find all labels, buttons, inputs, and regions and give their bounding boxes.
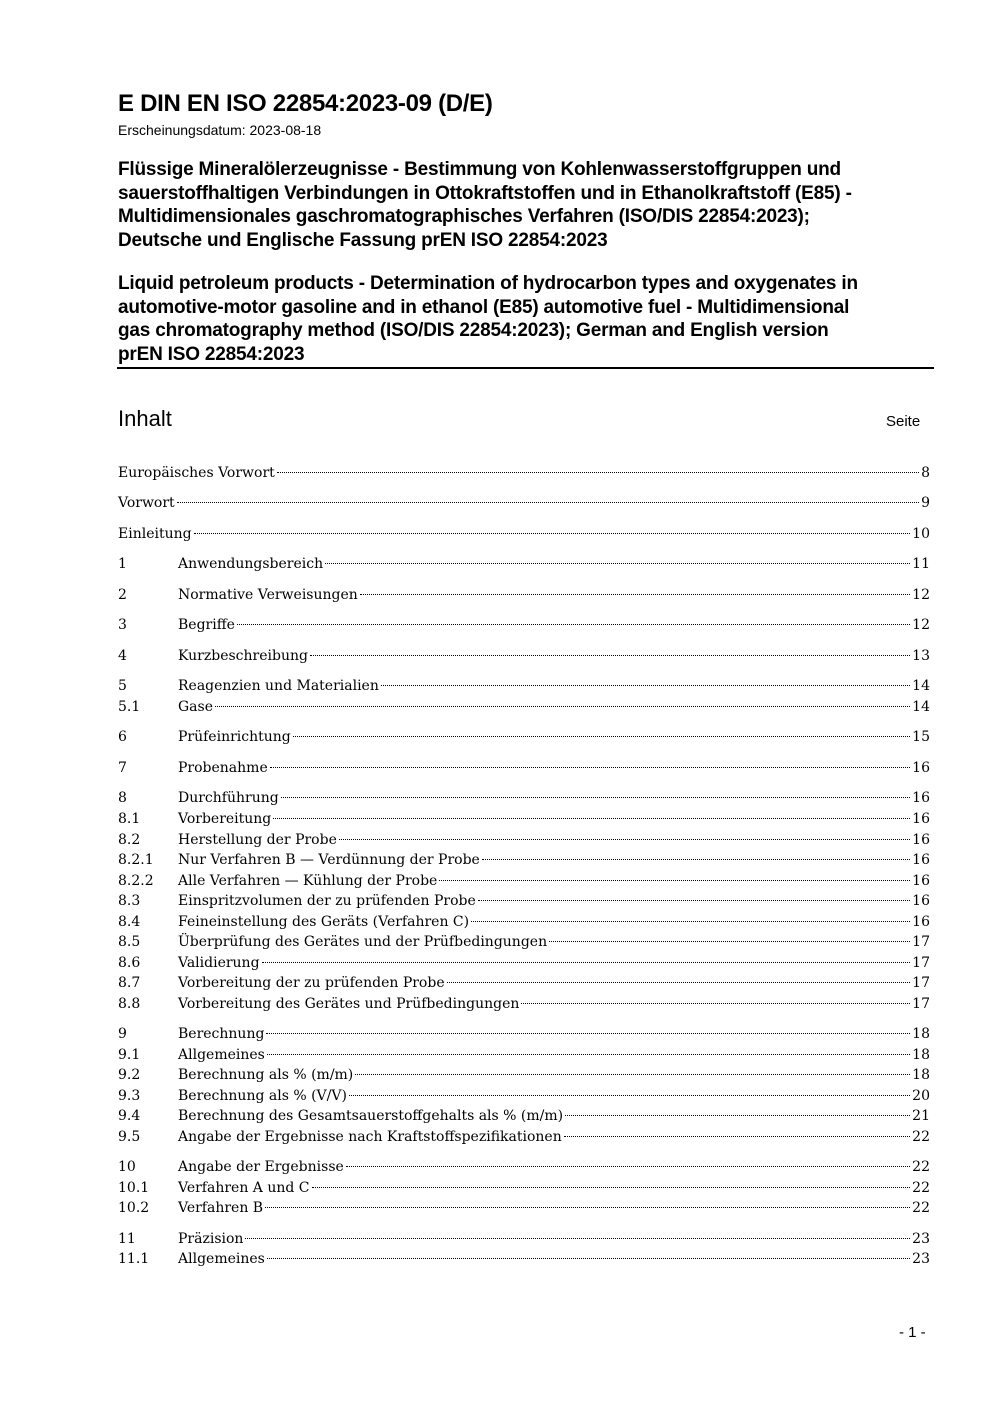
title-english-line: automotive-motor gasoline and in ethanol (E85) automotive fuel - Multidimensional — [118, 296, 850, 318]
title-english-line: prEN ISO 22854:2023 — [118, 343, 305, 365]
toc-entry-title: Angabe der Ergebnisse nach Kraftstoffspezifikationen — [178, 1129, 562, 1145]
toc-entry-title: Reagenzien und Materialien — [178, 678, 379, 694]
toc-dot-leader — [266, 1033, 910, 1034]
toc-entry-title: Anwendungsbereich — [178, 556, 324, 572]
toc-entry-page: 16 — [912, 832, 930, 848]
toc-entry-number: 8 — [118, 790, 127, 806]
title-german-line: Flüssige Mineralölerzeugnisse - Bestimmung von Kohlenwasserstoffgruppen und — [118, 159, 841, 180]
toc-entry-number: 1 — [118, 556, 127, 572]
toc-dot-leader — [281, 797, 910, 798]
toc-dot-leader — [478, 900, 910, 901]
toc-entry-page: 22 — [912, 1200, 930, 1216]
toc-entry-page: 22 — [912, 1180, 930, 1196]
toc-entry-title: Begriffe — [178, 617, 235, 633]
toc-entry-page: 15 — [912, 729, 930, 745]
toc-entry[interactable] — [118, 493, 930, 513]
toc-entry[interactable] — [118, 1198, 930, 1218]
toc-entry-title: Vorbereitung der zu prüfenden Probe — [178, 975, 445, 991]
toc-dot-leader — [273, 818, 910, 819]
toc-entry-title: Berechnung als % (V/V) — [178, 1088, 347, 1104]
toc-dot-leader — [381, 685, 910, 686]
toc-entry-number: 8.6 — [118, 955, 141, 971]
toc-entry-page: 16 — [912, 811, 930, 827]
toc-entry[interactable] — [118, 953, 930, 973]
toc-dot-leader — [177, 502, 919, 503]
toc-entry-title: Einspritzvolumen der zu prüfenden Probe — [178, 893, 476, 909]
toc-entry[interactable] — [118, 758, 930, 778]
toc-entry-number: 9.4 — [118, 1108, 141, 1124]
toc-entry-page: 9 — [921, 495, 930, 511]
toc-entry[interactable] — [118, 1065, 930, 1085]
toc-entry-title: Verfahren B — [178, 1200, 264, 1216]
toc-entry-number: 9.1 — [118, 1047, 141, 1063]
toc-entry-page: 16 — [912, 893, 930, 909]
toc-dot-leader — [482, 859, 910, 860]
toc-entry-page: 11 — [912, 556, 930, 572]
toc-dot-leader — [310, 655, 910, 656]
toc-entry-title: Europäisches Vorwort — [118, 465, 275, 481]
toc-entry-page: 14 — [912, 678, 930, 694]
toc-entry[interactable] — [118, 615, 930, 635]
toc-entry-page: 17 — [912, 934, 930, 950]
toc-dot-leader — [267, 1258, 910, 1259]
toc-entry-number: 9 — [118, 1026, 127, 1042]
toc-entry-number: 11.1 — [118, 1251, 150, 1267]
toc-entry[interactable] — [118, 973, 930, 993]
toc-entry-page: 16 — [912, 914, 930, 930]
toc-dot-leader — [360, 594, 910, 595]
toc-entry-number: 3 — [118, 617, 127, 633]
toc-dot-leader — [194, 533, 911, 534]
toc-entry-title: Normative Verweisungen — [178, 587, 358, 603]
toc-entry-title: Herstellung der Probe — [178, 832, 337, 848]
toc-entry[interactable] — [118, 1229, 930, 1249]
toc-entry-title: Gase — [178, 699, 213, 715]
toc-dot-leader — [439, 880, 910, 881]
toc-dot-leader — [471, 921, 910, 922]
toc-entry-title: Präzision — [178, 1231, 244, 1247]
toc-entry-title: Vorwort — [118, 495, 175, 511]
toc-entry-title: Durchführung — [178, 790, 279, 806]
toc-entry[interactable] — [118, 463, 930, 483]
toc-dot-leader — [339, 839, 910, 840]
toc-dot-leader — [564, 1136, 910, 1137]
toc-entry-title: Feineinstellung des Geräts (Verfahren C) — [178, 914, 470, 930]
toc-entry[interactable] — [118, 1127, 930, 1147]
toc-entry-page: 16 — [912, 790, 930, 806]
toc-entry-page: 8 — [921, 465, 930, 481]
toc-entry-page: 18 — [912, 1047, 930, 1063]
toc-entry-page: 22 — [912, 1159, 930, 1175]
toc-entry-page: 23 — [912, 1231, 930, 1247]
toc-entry-page: 20 — [912, 1088, 930, 1104]
toc-entry-page: 16 — [912, 760, 930, 776]
toc-entry-number: 10.1 — [118, 1180, 150, 1196]
toc-entry-title: Alle Verfahren — Kühlung der Probe — [178, 873, 438, 889]
title-english-line: gas chromatography method (ISO/DIS 22854:2023); German and English version — [118, 320, 829, 341]
toc-entry[interactable] — [118, 788, 930, 808]
toc-dot-leader — [265, 1207, 910, 1208]
toc-entry[interactable] — [118, 554, 930, 574]
toc-entry-number: 8.2 — [118, 832, 141, 848]
toc-entry[interactable] — [118, 585, 930, 605]
toc-entry-number: 4 — [118, 648, 127, 664]
toc-entry-title: Validierung — [178, 955, 260, 971]
toc-dot-leader — [293, 736, 910, 737]
toc-dot-leader — [312, 1187, 911, 1188]
toc-entry-number: 8.7 — [118, 975, 141, 991]
toc-entry[interactable] — [118, 524, 930, 544]
toc-entry-title: Berechnung — [178, 1026, 265, 1042]
toc-dot-leader — [262, 962, 911, 963]
toc-entry-number: 8.4 — [118, 914, 141, 930]
toc-entry[interactable] — [118, 1086, 930, 1106]
title-english-line: Liquid petroleum products - Determination of hydrocarbon types and oxygenates in — [118, 273, 858, 294]
title-german-line: Deutsche und Englische Fassung prEN ISO 22854:2023 — [118, 229, 608, 251]
toc-entry-title: Vorbereitung des Gerätes und Prüfbedingungen — [178, 996, 520, 1012]
toc-entry[interactable] — [118, 1024, 930, 1044]
toc-entry-page: 13 — [912, 648, 930, 664]
toc-entry-title: Allgemeines — [178, 1047, 265, 1063]
toc-dot-leader — [270, 767, 910, 768]
toc-dot-leader — [355, 1074, 910, 1075]
toc-dot-leader — [237, 624, 910, 625]
toc-entry-page: 17 — [912, 996, 930, 1012]
toc-dot-leader — [447, 982, 911, 983]
toc-entry[interactable] — [118, 1249, 930, 1269]
toc-entry[interactable] — [118, 932, 930, 952]
toc-entry[interactable] — [118, 891, 930, 911]
toc-dot-leader — [565, 1115, 910, 1116]
toc-entry[interactable] — [118, 646, 930, 666]
toc-entry-title: Verfahren A und C — [178, 1180, 310, 1196]
title-german-line: Multidimensionales gaschromatographisches Verfahren (ISO/DIS 22854:2023); — [118, 206, 810, 227]
toc-dot-leader — [346, 1166, 910, 1167]
toc-entry[interactable] — [118, 850, 930, 870]
toc-entry[interactable] — [118, 1157, 930, 1177]
toc-entry-page: 17 — [912, 975, 930, 991]
toc-entry-number: 5.1 — [118, 699, 141, 715]
toc-entry-page: 16 — [912, 852, 930, 868]
title-german — [118, 158, 948, 252]
toc-heading: Inhalt — [118, 406, 172, 431]
toc-entry[interactable] — [118, 871, 930, 891]
toc-entry-page: 22 — [912, 1129, 930, 1145]
toc-entry-page: 23 — [912, 1251, 930, 1267]
toc-entry-number: 8.8 — [118, 996, 141, 1012]
toc-dot-leader — [245, 1238, 910, 1239]
toc-entry-page: 12 — [912, 617, 930, 633]
toc-entry-title: Angabe der Ergebnisse — [178, 1159, 344, 1175]
title-english — [118, 272, 948, 366]
toc-entry-number: 10.2 — [118, 1200, 150, 1216]
toc-dot-leader — [267, 1054, 910, 1055]
toc-entry-number: 9.5 — [118, 1129, 141, 1145]
toc-entry-title: Überprüfung des Gerätes und der Prüfbedingungen — [178, 934, 548, 950]
toc-entry-number: 6 — [118, 729, 127, 745]
toc-entry-title: Nur Verfahren B — Verdünnung der Probe — [178, 852, 480, 868]
toc-entry-title: Prüfeinrichtung — [178, 729, 291, 745]
toc-entry-page: 18 — [912, 1067, 930, 1083]
toc-entry-page: 10 — [912, 526, 930, 542]
toc-entry-number: 8.2.1 — [118, 852, 154, 868]
toc-entry-page: 17 — [912, 955, 930, 971]
title-german-line: sauerstoffhaltigen Verbindungen in Ottokraftstoffen und in Ethanolkraftstoff (E85) - — [118, 182, 852, 204]
toc-entry[interactable] — [118, 1106, 930, 1126]
toc-page-column-label: Seite — [886, 413, 921, 430]
toc-entry-page: 21 — [912, 1108, 930, 1124]
toc-dot-leader — [521, 1003, 910, 1004]
toc-entry[interactable] — [118, 1178, 930, 1198]
toc-dot-leader — [349, 1095, 910, 1096]
publication-date: Erscheinungsdatum: 2023-08-18 — [118, 122, 322, 138]
toc-entry-number: 8.1 — [118, 811, 141, 827]
toc-entry-page: 12 — [912, 587, 930, 603]
toc-entry-number: 5 — [118, 678, 127, 694]
toc-entry-number: 8.2.2 — [118, 873, 154, 889]
toc-entry-number: 11 — [118, 1231, 136, 1247]
toc-entry-title: Vorbereitung — [178, 811, 272, 827]
toc-entry-title: Berechnung als % (m/m) — [178, 1067, 354, 1083]
toc-entry[interactable] — [118, 676, 930, 696]
toc-entry-title: Kurzbeschreibung — [178, 648, 308, 664]
toc-entry[interactable] — [118, 809, 930, 829]
toc-entry-number: 10 — [118, 1159, 136, 1175]
toc-entry-number: 9.3 — [118, 1088, 141, 1104]
toc-entry-number: 8.3 — [118, 893, 141, 909]
toc-entry-page: 14 — [912, 699, 930, 715]
toc-dot-leader — [215, 706, 910, 707]
document-id: E DIN EN ISO 22854:2023-09 (D/E) — [118, 90, 493, 117]
toc-entry[interactable] — [118, 697, 930, 717]
toc-entry-title: Allgemeines — [178, 1251, 265, 1267]
toc-entry-number: 2 — [118, 587, 127, 603]
toc-entry[interactable] — [118, 912, 930, 932]
toc-entry-page: 16 — [912, 873, 930, 889]
toc-entry-number: 8.5 — [118, 934, 141, 950]
toc-entry[interactable] — [118, 994, 930, 1014]
toc-entry-title: Probenahme — [178, 760, 268, 776]
toc-entry[interactable] — [118, 1045, 930, 1065]
toc-entry-title: Berechnung des Gesamtsauerstoffgehalts als % (m/m) — [178, 1108, 564, 1124]
page-number: - 1 - — [899, 1324, 926, 1341]
toc-entry[interactable] — [118, 830, 930, 850]
toc-entry-number: 9.2 — [118, 1067, 141, 1083]
title-divider — [117, 367, 934, 369]
toc-entry-title: Einleitung — [118, 526, 192, 542]
toc-entry-number: 7 — [118, 760, 127, 776]
toc-entry-page: 18 — [912, 1026, 930, 1042]
toc-dot-leader — [277, 472, 919, 473]
toc-dot-leader — [549, 941, 910, 942]
toc-entry[interactable] — [118, 727, 930, 747]
toc-dot-leader — [325, 563, 910, 564]
